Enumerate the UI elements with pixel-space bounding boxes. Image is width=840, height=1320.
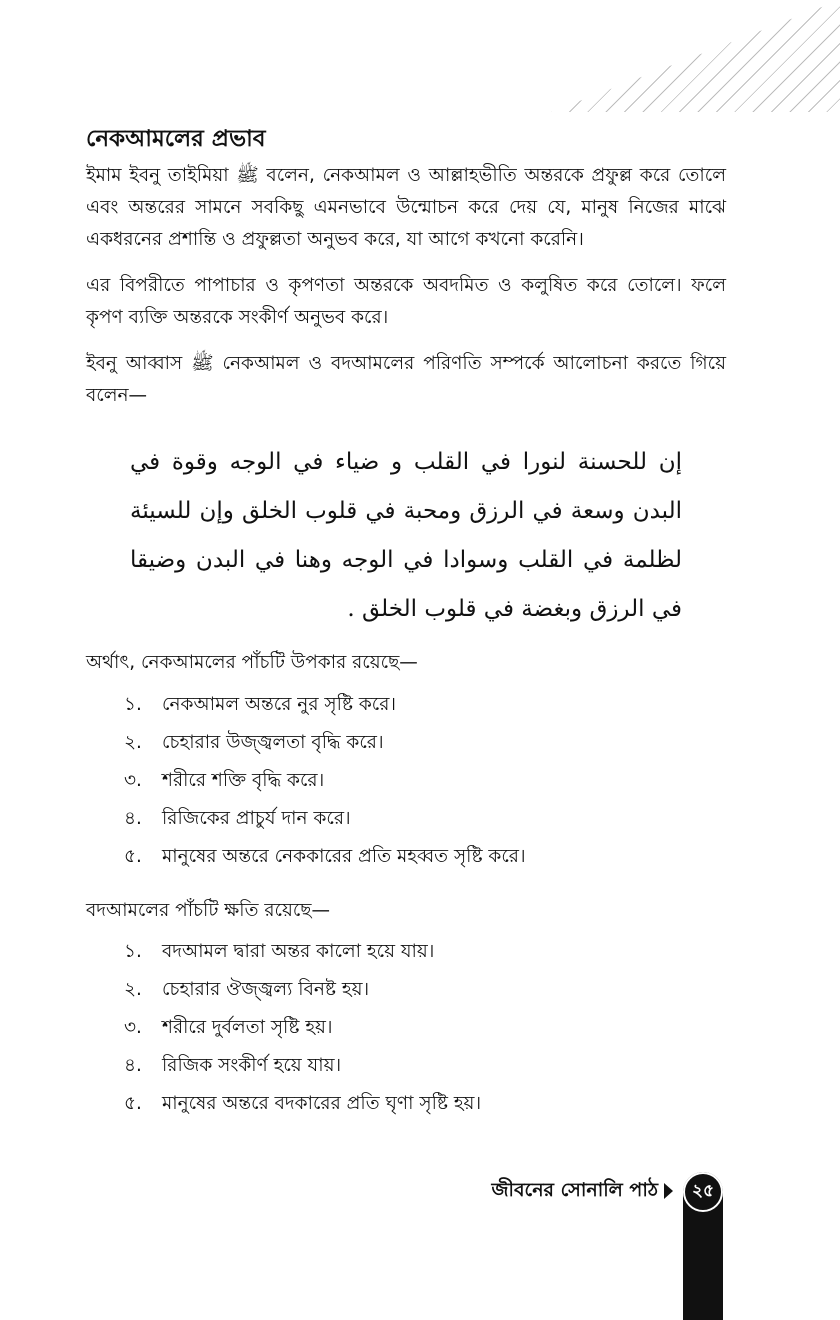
list-number: ১.: [124, 693, 142, 715]
list-text: মানুষের অন্তরে নেককারের প্রতি মহব্বত সৃষ্টি করে।: [162, 845, 526, 867]
list-number: ৫.: [124, 1092, 142, 1114]
list-number: ৩.: [124, 1016, 142, 1038]
list-number: ৩.: [124, 769, 142, 791]
list-number: ৪.: [124, 807, 142, 829]
bad-deeds-lead: বদআমলের পাঁচটি ক্ষতি রয়েছে—: [86, 900, 330, 921]
list-text: রিজিকের প্রাচুর্য দান করে।: [162, 807, 351, 829]
list-item: [124, 800, 526, 838]
list-text: চেহারার ঔজ্জ্বল্য বিনষ্ট হয়।: [162, 978, 370, 1000]
list-item: [124, 1009, 481, 1047]
bad-deeds-list: [124, 933, 481, 1123]
list-text: মানুষের অন্তরে বদকারের প্রতি ঘৃণা সৃষ্টি হয়।: [162, 1092, 482, 1114]
list-text: রিজিক সংকীর্ণ হয়ে যায়।: [162, 1054, 342, 1076]
page-number: ২৫: [683, 1172, 723, 1212]
list-text: শরীরে শক্তি বৃদ্ধি করে।: [162, 769, 325, 791]
list-item: [124, 1047, 481, 1085]
footer-book-title: জীবনের সোনালি পাঠ: [491, 1179, 658, 1201]
arabic-quote: إن للحسنة لنورا في القلب و ضياء في الوجه وقوة في البدن وسعة في الرزق ومحبة في قلوب الخلق وإن للسيئة لظلمة في القلب وسوادا في الوجه وهنا في البدن وضيقا في الرزق وبغضة في قلوب الخلق .: [130, 449, 682, 622]
list-text: বদআমল দ্বারা অন্তর কালো হয়ে যায়।: [162, 940, 435, 962]
good-deeds-lead: অর্থাৎ, নেকআমলের পাঁচটি উপকার রয়েছে—: [86, 652, 418, 673]
list-text: চেহারার উজ্জ্বলতা বৃদ্ধি করে।: [162, 731, 384, 753]
good-deeds-list: [124, 686, 526, 876]
list-item: [124, 971, 481, 1009]
triangle-right-icon: [664, 1183, 673, 1199]
list-number: ৫.: [124, 845, 142, 867]
list-item: [124, 724, 526, 762]
list-number: ২.: [124, 978, 142, 1000]
list-item: [124, 1085, 481, 1123]
list-text: শরীরে দুর্বলতা সৃষ্টি হয়।: [162, 1016, 333, 1038]
list-number: ৪.: [124, 1054, 142, 1076]
list-number: ২.: [124, 731, 142, 753]
paragraph-contrast: এর বিপরীতে পাপাচার ও কৃপণতা অন্তরকে অবদমিত ও কলুষিত করে তোলে। ফলে কৃপণ ব্যক্তি অন্তরকে সংকীর্ণ অনুভব করে।: [86, 275, 726, 328]
paragraph-ibn-abbas: ইবনু আব্বাস ﷺ নেকআমল ও বদআমলের পরিণতি সম্পর্কে আলোচনা করতে গিয়ে বলেন—: [86, 353, 726, 406]
list-item: [124, 686, 526, 724]
list-item: [124, 933, 481, 971]
list-text: নেকআমল অন্তরে নুর সৃষ্টি করে।: [162, 693, 397, 715]
list-number: ১.: [124, 940, 142, 962]
list-item: [124, 762, 526, 800]
section-heading: নেকআমলের প্রভাব: [86, 126, 266, 152]
corner-hatch-decoration: [460, 0, 840, 112]
list-item: [124, 838, 526, 876]
paragraph-ibn-taymiyya: ইমাম ইবনু তাইমিয়া ﷺ বলেন, নেকআমল ও আল্লাহভীতি অন্তরকে প্রফুল্ল করে তোলে এবং অন্তরের সামনে সবকিছু এমনভাবে উন্মোচন করে দেয় যে, মানুষ নিজের মাঝে একধরনের প্রশান্তি ও প্রফুল্লতা অনুভব করে, যা আগে কখনো করেনি।: [86, 165, 726, 250]
